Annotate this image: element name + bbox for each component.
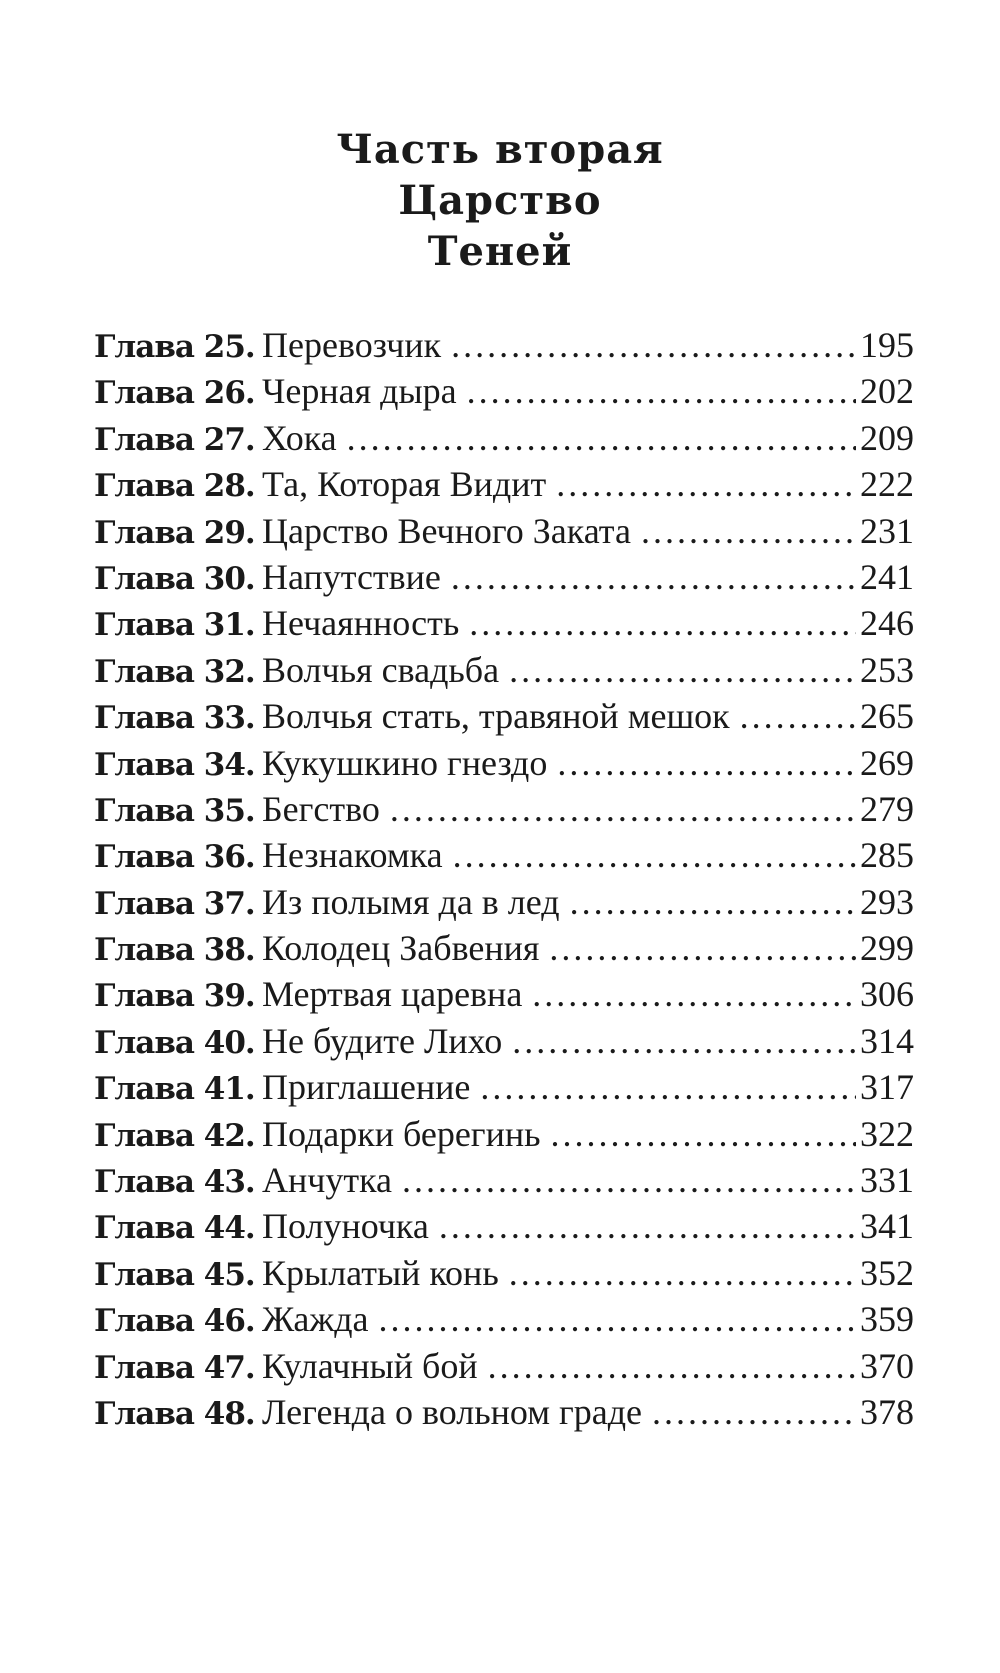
page-number: 341 [860,1206,914,1247]
chapter-label: Глава 29. [94,514,255,551]
chapter-label: Глава 25. [94,329,255,365]
chapter-title: Не будите Лихо [262,1020,503,1061]
page-number: 246 [860,603,914,644]
page-number: 253 [860,649,914,690]
chapter-label: Глава 41. [94,1071,255,1108]
chapter-title: Крылатый конь [262,1252,499,1293]
dot-leader [512,1018,856,1064]
chapter-label: Глава 45. [94,1256,255,1293]
page-number: 202 [860,371,914,412]
chapter-title: Нечаянность [262,603,460,644]
page-number: 241 [860,556,914,597]
dot-leader [469,600,856,646]
page-number: 317 [860,1067,914,1108]
chapter-title: Перевозчик [262,325,442,365]
chapter-label: Глава 32. [94,653,255,690]
dot-leader [480,1064,856,1110]
page-number: 269 [860,742,914,783]
chapter-label: Глава 34. [94,746,255,783]
chapter-title: Черная дыра [262,371,457,412]
chapter-title: Из полымя да в лед [262,881,560,922]
dot-leader [467,368,856,414]
page-number: 322 [860,1113,914,1154]
dot-leader [509,647,856,693]
dot-leader [488,1343,856,1389]
toc-entry[interactable] [94,925,914,971]
chapter-label: Глава 31. [94,607,255,644]
dot-leader [551,1111,856,1157]
toc-entry[interactable] [94,832,914,878]
chapter-label: Глава 33. [94,700,255,737]
chapter-title: Царство Вечного Заката [262,510,631,551]
part-heading-line-1: Часть вторая [336,126,664,173]
chapter-title: Колодец Забвения [262,928,540,969]
chapter-title: Подарки берегинь [262,1113,541,1154]
chapter-label: Глава 37. [94,885,255,922]
chapter-label: Глава 28. [94,468,255,505]
dot-leader [451,554,856,600]
chapter-title: Кулачный бой [262,1345,478,1386]
part-heading [0,124,1000,277]
toc-entry[interactable] [94,1296,914,1342]
chapter-label: Глава 26. [94,375,255,412]
chapter-label: Глава 30. [94,560,255,597]
toc-entry[interactable] [94,693,914,739]
chapter-label: Глава 44. [94,1210,255,1247]
toc-entry[interactable] [94,554,914,600]
chapter-label: Глава 36. [94,839,255,876]
chapter-label: Глава 39. [94,978,255,1015]
chapter-label: Глава 43. [94,1164,255,1201]
page-number: 352 [860,1252,914,1293]
chapter-title: Напутствие [262,556,441,597]
toc-entry[interactable] [94,1389,914,1435]
dot-leader [557,740,856,786]
chapter-title: Легенда о вольном граде [262,1391,643,1432]
chapter-label: Глава 47. [94,1349,255,1386]
dot-leader [402,1157,856,1203]
toc-entry[interactable] [94,971,914,1017]
page-number: 195 [860,325,914,365]
chapter-label: Глава 46. [94,1303,255,1340]
chapter-label: Глава 40. [94,1024,255,1061]
toc-entry[interactable] [94,508,914,554]
dot-leader [379,1296,856,1342]
page-number: 265 [860,696,914,737]
dot-leader [641,508,856,554]
chapter-title: Кукушкино гнездо [262,742,548,783]
page-number: 378 [860,1391,914,1432]
chapter-label: Глава 35. [94,792,255,829]
page-number: 331 [860,1160,914,1201]
dot-leader [390,786,856,832]
dot-leader [740,693,856,739]
chapter-title: Волчья свадьба [262,649,500,690]
chapter-title: Анчутка [262,1160,393,1201]
chapter-label: Глава 42. [94,1117,255,1154]
page-number: 314 [860,1020,914,1061]
chapter-title: Волчья стать, травяной мешок [262,696,730,737]
page-number: 285 [860,835,914,876]
dot-leader [453,832,856,878]
toc-entry[interactable] [94,1157,914,1203]
part-heading-line-3: Теней [427,228,573,275]
page-number: 231 [860,510,914,551]
dot-leader [451,322,856,368]
chapter-label: Глава 38. [94,932,255,969]
dot-leader [570,879,856,925]
page-number: 293 [860,881,914,922]
toc-entry[interactable] [94,786,914,832]
dot-leader [509,1250,856,1296]
toc-entry[interactable] [94,600,914,646]
page-number: 306 [860,974,914,1015]
page-number: 222 [860,464,914,505]
chapter-label: Глава 48. [94,1395,255,1432]
page-number: 209 [860,417,914,458]
part-heading-line-2: Царство [398,177,602,224]
toc-entry[interactable] [94,1111,914,1157]
toc-entry[interactable] [94,1064,914,1110]
chapter-title: Хока [262,417,337,458]
toc-entry[interactable] [94,461,914,507]
chapter-label: Глава 27. [94,421,255,458]
dot-leader [556,461,856,507]
toc-entry[interactable] [94,1250,914,1296]
toc-entry[interactable] [94,322,914,368]
page-number: 299 [860,928,914,969]
toc-entry[interactable] [94,1018,914,1064]
dot-leader [532,971,856,1017]
toc-entry[interactable] [94,1203,914,1249]
chapter-title: Приглашение [262,1067,471,1108]
chapter-title: Жажда [262,1299,369,1340]
dot-leader [652,1389,856,1435]
page-number: 279 [860,788,914,829]
chapter-title: Мертвая царевна [262,974,523,1015]
toc-entry[interactable] [94,647,914,693]
chapter-title: Бегство [262,788,380,829]
chapter-title: Незнакомка [262,835,443,876]
dot-leader [347,415,856,461]
page-number: 370 [860,1345,914,1386]
toc-entry[interactable] [94,368,914,414]
table-of-contents [94,322,914,1435]
toc-entry[interactable] [94,1343,914,1389]
chapter-title: Полуночка [262,1206,429,1247]
toc-entry[interactable] [94,740,914,786]
dot-leader [439,1203,856,1249]
chapter-title: Та, Которая Видит [262,464,547,505]
page-number: 359 [860,1299,914,1340]
toc-entry[interactable] [94,879,914,925]
dot-leader [549,925,856,971]
toc-entry[interactable] [94,415,914,461]
